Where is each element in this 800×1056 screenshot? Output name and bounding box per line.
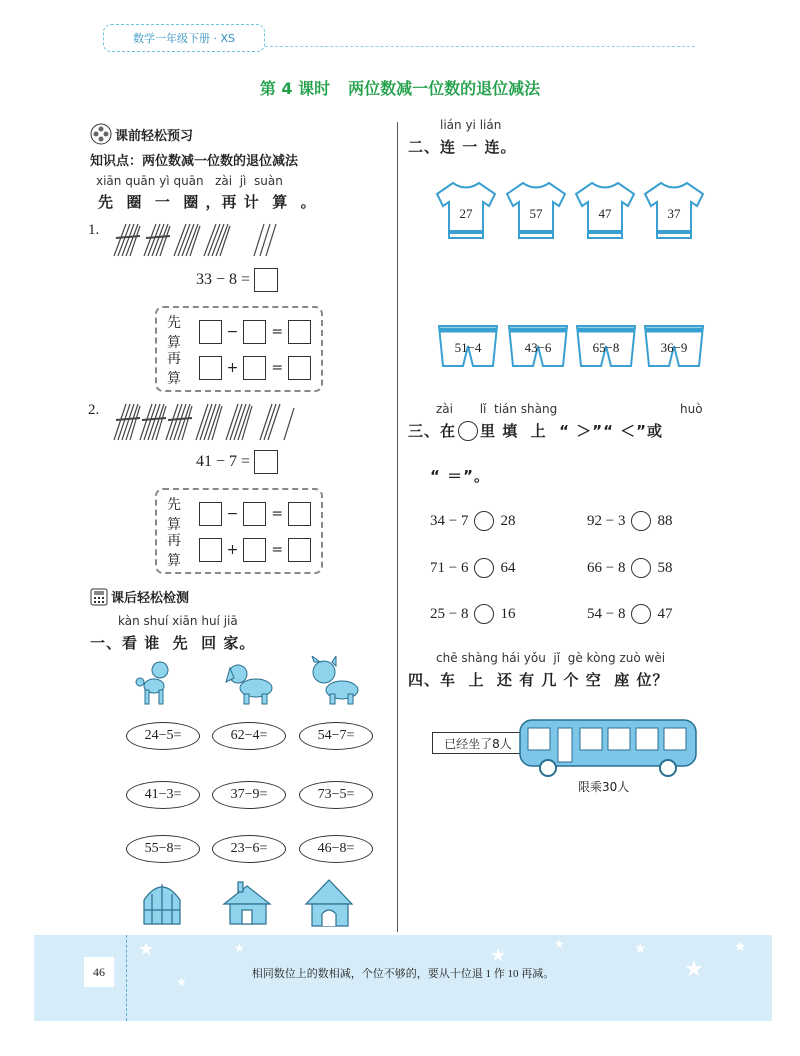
shorts-card[interactable] bbox=[643, 324, 705, 368]
cottage-illustration bbox=[304, 876, 354, 928]
house-illustration bbox=[222, 880, 272, 926]
knowledge-point: 知识点：两位数减一位数的退位减法 bbox=[90, 154, 299, 169]
lesson-number: 第 4 课时 bbox=[259, 79, 331, 98]
q3-pinyin: zài lǐ tián shàng bbox=[436, 402, 558, 416]
compare-item: 25 − 8 16 bbox=[430, 604, 515, 624]
answer-box[interactable] bbox=[288, 320, 311, 344]
blank-circle-icon bbox=[458, 421, 478, 441]
shirt-card[interactable] bbox=[505, 180, 567, 242]
shirt-number: 57 bbox=[529, 206, 543, 221]
star-icon: ★ bbox=[554, 937, 565, 951]
footer-tip: 相同数位上的数相减，个位不够的，要从十位退 1 作 10 再减。 bbox=[251, 968, 555, 980]
page-title bbox=[0, 76, 800, 99]
problem-1-number: 1. bbox=[88, 222, 100, 238]
shirt-card[interactable] bbox=[435, 180, 497, 242]
shorts-expression: 51−4 bbox=[454, 340, 482, 355]
answer-box[interactable] bbox=[288, 356, 311, 380]
race-expression: 24−5= bbox=[126, 722, 200, 750]
race-expression: 73−5= bbox=[299, 781, 373, 809]
star-icon: ★ bbox=[684, 957, 704, 982]
q1-pinyin: kàn shuí xiān huí jiā bbox=[118, 614, 238, 628]
shorts-card[interactable] bbox=[575, 324, 637, 368]
circle-pinyin: xiān quān yì quān zài jì suàn bbox=[96, 174, 283, 188]
page-number: 46 bbox=[84, 957, 114, 987]
shirt-card[interactable] bbox=[574, 180, 636, 242]
problem-2-number: 2. bbox=[88, 402, 100, 418]
race-expression: 37−9= bbox=[212, 781, 286, 809]
compare-item: 92 − 3 88 bbox=[587, 511, 672, 531]
q4-title: 四、车 上 还 有 几 个 空 座 位？ bbox=[408, 671, 669, 689]
answer-circle[interactable] bbox=[631, 558, 651, 578]
puppy-dog-illustration bbox=[222, 660, 282, 706]
poodle-dog-illustration bbox=[130, 660, 178, 706]
answer-box[interactable] bbox=[243, 356, 266, 380]
stick-bundle bbox=[114, 224, 140, 256]
star-icon: ★ bbox=[176, 975, 187, 989]
shirt-number: 37 bbox=[667, 206, 681, 221]
race-expression: 55−8= bbox=[126, 835, 200, 863]
race-expression: 46−8= bbox=[299, 835, 373, 863]
compare-item: 34 − 7 28 bbox=[430, 511, 515, 531]
q4-pinyin: chē shàng hái yǒu jǐ gè kòng zuò wèi bbox=[436, 651, 666, 665]
book-tab: 数学一年级下册 · XS bbox=[103, 24, 265, 52]
shirt-number: 47 bbox=[598, 206, 612, 221]
q3-pinyin-huo: huò bbox=[680, 402, 703, 416]
shorts-card[interactable] bbox=[507, 324, 569, 368]
shorts-card[interactable] bbox=[437, 324, 499, 368]
shirt-number: 27 bbox=[459, 206, 473, 221]
answer-box[interactable] bbox=[243, 502, 266, 526]
race-expression: 41−3= bbox=[126, 781, 200, 809]
bus-capacity: 限乘30人 bbox=[578, 780, 630, 794]
q1-title: 一、看 谁 先 回 家。 bbox=[90, 634, 256, 652]
star-icon: ★ bbox=[138, 939, 155, 960]
preview-section-heading: 课前轻松预习 bbox=[90, 123, 193, 145]
answer-box[interactable] bbox=[254, 450, 278, 474]
column-divider bbox=[397, 122, 398, 932]
film-reel-icon bbox=[90, 123, 112, 145]
shorts-expression: 43−6 bbox=[524, 340, 552, 355]
lesson-title: 两位数减一位数的退位减法 bbox=[348, 79, 541, 98]
star-icon: ★ bbox=[234, 941, 245, 955]
compare-item: 54 − 8 47 bbox=[587, 604, 672, 624]
terrier-dog-illustration bbox=[306, 656, 364, 706]
answer-circle[interactable] bbox=[474, 604, 494, 624]
answer-box[interactable] bbox=[243, 538, 266, 562]
answer-circle[interactable] bbox=[631, 511, 651, 531]
answer-box[interactable] bbox=[288, 538, 311, 562]
answer-box[interactable] bbox=[254, 268, 278, 292]
check-section-heading: 课后轻松检测 bbox=[90, 587, 189, 606]
problem-1-equation: 33 − 8 = bbox=[196, 268, 278, 292]
race-expression: 62−4= bbox=[212, 722, 286, 750]
calculator-icon bbox=[90, 588, 108, 606]
q2-title: 二、连 一 连。 bbox=[408, 138, 517, 156]
circle-instruction: 先 圈 一 圈 ，再 计 算 。 bbox=[98, 193, 317, 211]
bus-sign: 已经坐了8人 bbox=[432, 732, 524, 754]
compare-item: 66 − 8 58 bbox=[587, 558, 672, 578]
answer-box[interactable] bbox=[199, 320, 222, 344]
answer-circle[interactable] bbox=[474, 511, 494, 531]
star-icon: ★ bbox=[490, 945, 507, 966]
sticks-41-illustration bbox=[110, 402, 300, 442]
problem-2-steps: 先算 − = 再算 + = bbox=[155, 488, 323, 574]
page-footer bbox=[34, 935, 772, 1021]
stick-bundle bbox=[204, 224, 230, 256]
problem-2-equation: 41 − 7 = bbox=[196, 450, 278, 474]
race-expression: 23−6= bbox=[212, 835, 286, 863]
q3-title: 三、在 里 填 上 “ ＞”“ ＜”或 bbox=[408, 422, 664, 440]
sticks-33-illustration bbox=[110, 222, 290, 258]
star-icon: ★ bbox=[634, 941, 647, 957]
bus-illustration bbox=[518, 714, 700, 778]
shorts-expression: 36−9 bbox=[660, 340, 688, 355]
round-doghouse-illustration bbox=[140, 878, 184, 928]
stick-bundle bbox=[174, 224, 200, 256]
q3-title-cont: “ ＝”。 bbox=[430, 467, 490, 485]
stick-bundle bbox=[144, 224, 170, 256]
compare-item: 71 − 6 64 bbox=[430, 558, 515, 578]
loose-sticks bbox=[254, 224, 276, 256]
shirt-card[interactable] bbox=[643, 180, 705, 242]
answer-box[interactable] bbox=[199, 356, 222, 380]
race-expression: 54−7= bbox=[299, 722, 373, 750]
answer-box[interactable] bbox=[199, 538, 222, 562]
star-icon: ★ bbox=[734, 939, 747, 955]
answer-box[interactable] bbox=[243, 320, 266, 344]
header-divider bbox=[265, 46, 695, 47]
answer-box[interactable] bbox=[199, 502, 222, 526]
answer-circle[interactable] bbox=[631, 604, 651, 624]
answer-circle[interactable] bbox=[474, 558, 494, 578]
problem-1-steps: 先算 − = 再算 + = bbox=[155, 306, 323, 392]
shorts-expression: 65−8 bbox=[592, 340, 620, 355]
answer-box[interactable] bbox=[288, 502, 311, 526]
q2-pinyin: lián yi lián bbox=[440, 118, 502, 132]
